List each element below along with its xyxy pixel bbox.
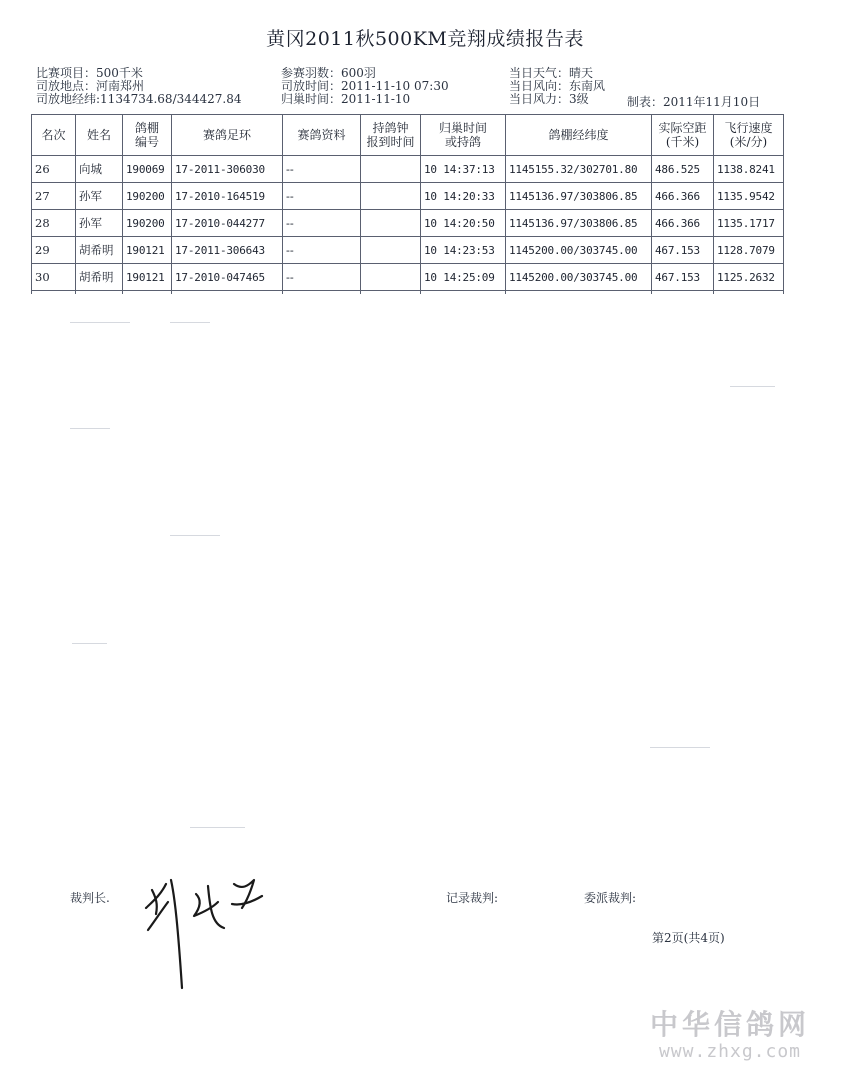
header-loft-coords: 鸽棚经纬度: [506, 115, 652, 156]
header-pigeon-info: 赛鸽资料: [283, 115, 361, 156]
scan-artifact: [650, 747, 710, 748]
cell-ring: 17-2011-306643: [172, 237, 283, 264]
scan-artifact: [190, 827, 245, 828]
header-speed: 飞行速度 (米/分): [714, 115, 784, 156]
cell-clock-time: [361, 156, 421, 183]
watermark: [650, 1003, 810, 1062]
table-row: [32, 183, 784, 210]
watermark-cn: 中华信鸽网: [650, 1008, 811, 1041]
table-row: [32, 237, 784, 264]
watermark-url: www.zhxg.com: [658, 1041, 802, 1062]
chief-judge-signature: [138, 868, 273, 993]
cell-loft-id: 190121: [123, 264, 172, 291]
table-row: [32, 156, 784, 183]
cell-distance: 467.153: [652, 264, 714, 291]
cell-pigeon-info: --: [283, 237, 361, 264]
cell-distance: 466.366: [652, 183, 714, 210]
cell-rank: 28: [32, 210, 76, 237]
cell-ring: 17-2010-047465: [172, 264, 283, 291]
cell-clock-time: [361, 183, 421, 210]
event-item: 比赛项目：500千米: [36, 66, 143, 80]
cell-loft-coords: 1145136.97/303806.85: [506, 183, 652, 210]
cell-loft-coords: 1145155.32/302701.80: [506, 156, 652, 183]
header-distance: 实际空距 (千米): [652, 115, 714, 156]
table-row: [32, 264, 784, 291]
table-header-row: [32, 115, 784, 156]
cell-distance: 467.153: [652, 237, 714, 264]
weather: 当日天气：晴天: [509, 66, 594, 80]
scan-artifact: [730, 386, 775, 387]
cell-loft-id: 190121: [123, 237, 172, 264]
cell-clock-time: [361, 264, 421, 291]
cell-name: 胡希明: [76, 264, 123, 291]
cell-loft-coords: 1145200.00/303745.00: [506, 264, 652, 291]
cell-speed: 1138.8241: [714, 156, 784, 183]
report-title: 黄冈2011秋500KM竞翔成绩报告表: [266, 28, 584, 50]
cell-rank: 30: [32, 264, 76, 291]
cell-clock-time: [361, 210, 421, 237]
scan-artifact: [70, 428, 110, 429]
cell-rank: 26: [32, 156, 76, 183]
header-clock-time: 持鸽钟 报到时间: [361, 115, 421, 156]
cell-ring: 17-2010-164519: [172, 183, 283, 210]
entry-count: 参赛羽数：600羽: [281, 66, 376, 80]
cell-return-time: 10 14:23:53: [421, 237, 506, 264]
meta-col-3: [509, 67, 605, 106]
header-name: 姓名: [76, 115, 123, 156]
cell-loft-id: 190069: [123, 156, 172, 183]
cell-pigeon-info: --: [283, 183, 361, 210]
cell-pigeon-info: --: [283, 264, 361, 291]
chief-judge-label: 裁判长.: [70, 891, 110, 905]
cell-clock-time: [361, 237, 421, 264]
cell-return-time: 10 14:25:09: [421, 264, 506, 291]
page-number: 第2页(共4页): [652, 931, 725, 945]
cell-distance: 466.366: [652, 210, 714, 237]
cell-loft-id: 190200: [123, 183, 172, 210]
cell-name: 孙军: [76, 183, 123, 210]
header-rank: 名次: [32, 115, 76, 156]
cell-name: 向城: [76, 156, 123, 183]
cell-speed: 1135.1717: [714, 210, 784, 237]
cell-return-time: 10 14:20:33: [421, 183, 506, 210]
cell-speed: 1128.7079: [714, 237, 784, 264]
recorder-label: 记录裁判:: [446, 891, 499, 905]
header-ring: 赛鸽足环: [172, 115, 283, 156]
cell-loft-id: 190200: [123, 210, 172, 237]
cell-loft-coords: 1145136.97/303806.85: [506, 210, 652, 237]
return-date: 归巢时间：2011-11-10: [281, 92, 411, 106]
meta-col-2: [281, 67, 449, 106]
cell-pigeon-info: --: [283, 210, 361, 237]
cell-name: 孙军: [76, 210, 123, 237]
header-loft-id: 鸽棚 编号: [123, 115, 172, 156]
meta-col-1: [36, 67, 242, 106]
cell-name: 胡希明: [76, 237, 123, 264]
table-tail-row: [32, 291, 784, 295]
cell-loft-coords: 1145200.00/303745.00: [506, 237, 652, 264]
wind-force: 当日风力：3级: [509, 92, 589, 106]
scan-artifact: [72, 643, 107, 644]
scan-artifact: [170, 322, 210, 323]
cell-distance: 486.525: [652, 156, 714, 183]
release-time: 司放时间：2011-11-10 07:30: [281, 79, 449, 93]
cell-speed: 1135.9542: [714, 183, 784, 210]
scan-artifact: [70, 322, 130, 323]
wind-direction: 当日风向：东南风: [509, 79, 606, 93]
table-row: [32, 210, 784, 237]
cell-speed: 1125.2632: [714, 264, 784, 291]
cell-ring: 17-2010-044277: [172, 210, 283, 237]
release-location: 司放地点：河南郑州: [36, 79, 145, 93]
cell-return-time: 10 14:20:50: [421, 210, 506, 237]
delegate-label: 委派裁判:: [584, 891, 637, 905]
cell-ring: 17-2011-306030: [172, 156, 283, 183]
report-date: 制表：2011年11月10日: [627, 95, 761, 109]
header-return-time: 归巢时间 或持鸽: [421, 115, 506, 156]
cell-rank: 27: [32, 183, 76, 210]
release-coordinates: 司放地经纬:1134734.68/344427.84: [36, 92, 242, 106]
cell-pigeon-info: --: [283, 156, 361, 183]
cell-rank: 29: [32, 237, 76, 264]
results-table: [31, 114, 784, 294]
cell-return-time: 10 14:37:13: [421, 156, 506, 183]
scan-artifact: [170, 535, 220, 536]
